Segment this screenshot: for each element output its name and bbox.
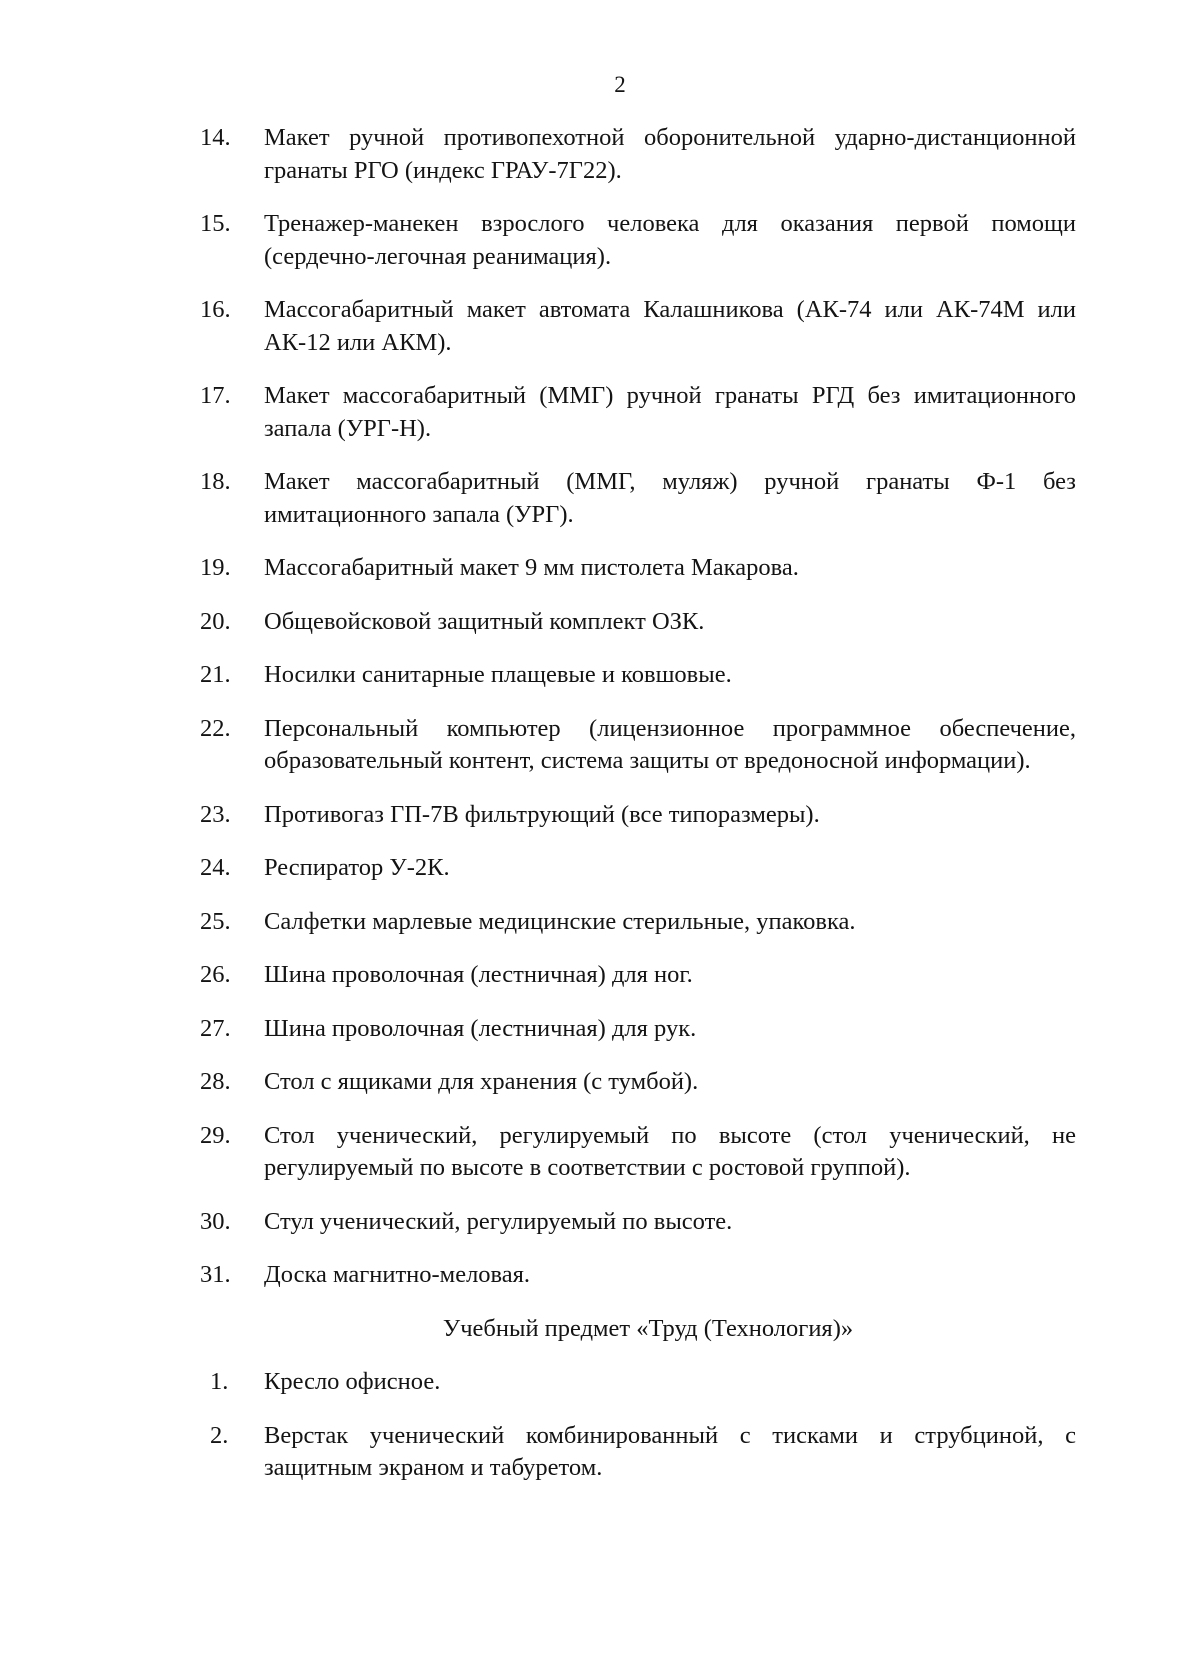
- list-item: [200, 1420, 1076, 1485]
- equipment-list: [200, 122, 1076, 1292]
- item-number: 25.: [200, 907, 231, 935]
- item-text: Макет массогабаритный (ММГ) ручной гранаты РГД без имитационного запала (УРГ-Н).: [264, 382, 1076, 442]
- list-item: [200, 552, 1076, 585]
- list-item: [200, 959, 1076, 992]
- list-item: [200, 294, 1076, 359]
- item-number: 1.: [210, 1368, 229, 1395]
- list-item: [200, 1013, 1076, 1046]
- item-number: 21.: [200, 661, 231, 688]
- item-number: 24.: [200, 854, 231, 881]
- item-number: 17.: [200, 382, 231, 409]
- document-body: [200, 122, 1076, 1506]
- item-text: Кресло офисное.: [264, 1368, 441, 1395]
- item-number: 14.: [200, 124, 231, 151]
- item-text: Макет ручной противопехотной оборонительной ударно-дистанционной гранаты РГО (индекс ГРАУ-7Г22).: [264, 124, 1076, 184]
- list-item: [200, 1259, 1076, 1292]
- item-number: 27.: [200, 1014, 231, 1042]
- item-text: Общевойсковой защитный комплект ОЗК.: [264, 607, 705, 635]
- item-text: Стол ученический, регулируемый по высоте (стол ученический, не регулируемый по высоте в соответствии с ростовой группой).: [264, 1121, 1076, 1181]
- item-text: Шина проволочная (лестничная) для ног.: [264, 961, 693, 988]
- item-text: Шина проволочная (лестничная) для рук.: [264, 1014, 697, 1042]
- list-item: [200, 1366, 1076, 1399]
- item-text: Респиратор У-2К.: [264, 854, 450, 881]
- list-item: [200, 799, 1076, 832]
- item-text: Тренажер-манекен взрослого человека для оказания первой помощи (сердечно-легочная реанимация).: [264, 210, 1076, 270]
- item-number: 2.: [210, 1421, 229, 1449]
- item-number: 28.: [200, 1068, 231, 1095]
- item-text: Салфетки марлевые медицинские стерильные, упаковка.: [264, 907, 856, 935]
- item-text: Носилки санитарные плащевые и ковшовые.: [264, 661, 732, 688]
- page-number: 2: [614, 72, 626, 97]
- item-number: 20.: [200, 607, 231, 635]
- list-item: [200, 906, 1076, 939]
- list-item: [200, 659, 1076, 692]
- item-text: Стол с ящиками для хранения (с тумбой).: [264, 1068, 699, 1095]
- item-number: 16.: [200, 296, 231, 323]
- technology-equipment-list: [200, 1366, 1076, 1485]
- item-number: 18.: [200, 468, 231, 495]
- item-text: Персональный компьютер (лицензионное программное обеспечение, образовательный контент, система защиты от вредоносной информации).: [264, 714, 1076, 774]
- list-item: [200, 1206, 1076, 1239]
- list-item: [200, 122, 1076, 187]
- item-text: Макет массогабаритный (ММГ, муляж) ручной гранаты Ф-1 без имитационного запала (УРГ).: [264, 468, 1076, 528]
- item-number: 19.: [200, 554, 231, 581]
- item-number: 22.: [200, 714, 231, 742]
- list-item: [200, 606, 1076, 639]
- item-text: Противогаз ГП-7В фильтрующий (все типоразмеры).: [264, 800, 820, 828]
- item-text: Массогабаритный макет 9 мм пистолета Макарова.: [264, 554, 799, 581]
- list-item: [200, 380, 1076, 445]
- item-text: Массогабаритный макет автомата Калашникова (АК-74 или АК-74М или АК-12 или АКМ).: [264, 296, 1076, 356]
- section-heading: Учебный предмет «Труд (Технология)»: [442, 1314, 854, 1342]
- item-number: 30.: [200, 1207, 231, 1235]
- item-number: 29.: [200, 1121, 231, 1149]
- item-text: Доска магнитно-меловая.: [264, 1261, 531, 1288]
- list-item: [200, 208, 1076, 273]
- list-item: [200, 466, 1076, 531]
- list-item: [200, 713, 1076, 778]
- list-item: [200, 1120, 1076, 1185]
- item-number: 26.: [200, 961, 231, 988]
- item-number: 15.: [200, 210, 231, 237]
- list-item: [200, 852, 1076, 885]
- item-number: 23.: [200, 800, 231, 828]
- list-item: [200, 1066, 1076, 1099]
- item-text: Верстак ученический комбинированный с тисками и струбциной, с защитным экраном и табуретом.: [264, 1421, 1076, 1481]
- item-number: 31.: [200, 1261, 231, 1288]
- item-text: Стул ученический, регулируемый по высоте.: [264, 1207, 733, 1235]
